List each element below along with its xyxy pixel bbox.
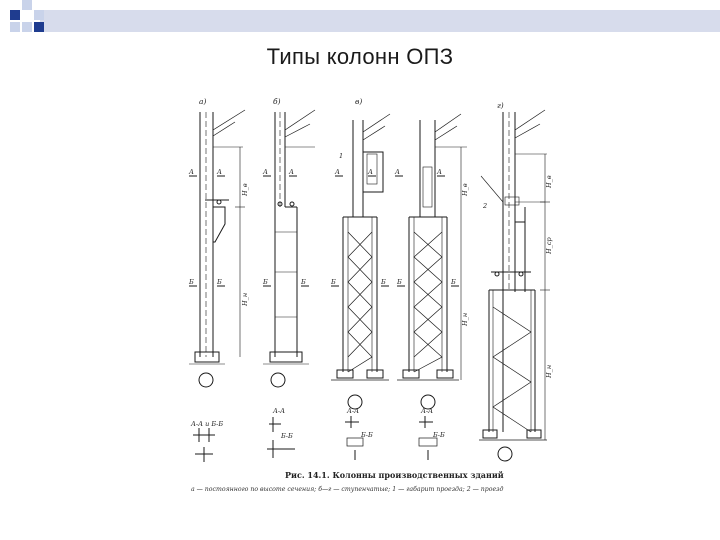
dim-label-hn-v: Н_н xyxy=(461,312,469,326)
dim-label-hv-v: Н_в xyxy=(461,183,469,196)
slide-header-decoration xyxy=(0,0,720,40)
section-label-aa-v2: А-А xyxy=(421,407,434,415)
section-mark-a-b-left: А xyxy=(263,168,268,176)
section-mark-b-v-right: Б xyxy=(381,278,386,286)
columns-drawing xyxy=(185,92,555,498)
figure-caption-title: Рис. 14.1. Колонны производственных зданий xyxy=(285,470,504,480)
section-mark-a-right: А xyxy=(217,168,222,176)
section-label-bb-b: Б-Б xyxy=(281,432,293,440)
section-mark-a-v-left: А xyxy=(335,168,340,176)
section-mark-b-v2-left: Б xyxy=(397,278,402,286)
section-mark-b-right: Б xyxy=(217,278,222,286)
header-band xyxy=(40,10,720,32)
section-mark-a-v-right: А xyxy=(368,168,373,176)
dim-label-hv-a: Н_в xyxy=(241,183,249,196)
dim-label-hn-a: Н_н xyxy=(241,292,249,306)
section-mark-a-b-right: А xyxy=(289,168,294,176)
section-label-aa-bb: А-А и Б-Б xyxy=(191,420,224,428)
section-label-bb-v: Б-Б xyxy=(361,431,373,439)
section-mark-a-left: А xyxy=(189,168,194,176)
deco-square-5 xyxy=(34,22,44,32)
section-mark-b-b-left: Б xyxy=(263,278,268,286)
section-label-bb-v2: Б-Б xyxy=(433,431,445,439)
panel-label-v: в) xyxy=(355,97,363,106)
panel-label-a: а) xyxy=(199,97,207,106)
panel-label-b: б) xyxy=(273,97,281,106)
dim-label-hv-g: Н_в xyxy=(545,175,553,188)
marker-2: 2 xyxy=(483,202,488,210)
deco-square-2 xyxy=(22,0,32,10)
marker-1: 1 xyxy=(339,152,344,160)
deco-square-4 xyxy=(34,10,44,20)
dim-label-hn-g: Н_н xyxy=(545,364,553,378)
column-g xyxy=(479,101,550,461)
section-mark-a-v2-left: А xyxy=(395,168,400,176)
section-mark-a-v2-right: А xyxy=(437,168,442,176)
section-mark-b-v-left: Б xyxy=(331,278,336,286)
figure-caption-text: а — постоянного по высоте сечения; б—г — ступенчатые; 1 — габарит проезда; 2 — проезд xyxy=(191,486,504,493)
dim-label-hcr-g: Н_ср xyxy=(545,237,553,254)
section-mark-b-b-right: Б xyxy=(301,278,306,286)
deco-square-6 xyxy=(10,22,20,32)
columns-figure xyxy=(185,92,555,498)
column-b xyxy=(263,97,315,458)
panel-label-g: г) xyxy=(497,101,504,110)
section-mark-b-v2-right: Б xyxy=(451,278,456,286)
section-mark-b-left: Б xyxy=(189,278,194,286)
section-label-aa-b: А-А xyxy=(273,407,286,415)
deco-square-1 xyxy=(10,10,20,20)
deco-square-3 xyxy=(22,22,32,32)
section-label-aa-v: А-А xyxy=(347,407,360,415)
slide-title: Типы колонн ОПЗ xyxy=(266,44,454,69)
